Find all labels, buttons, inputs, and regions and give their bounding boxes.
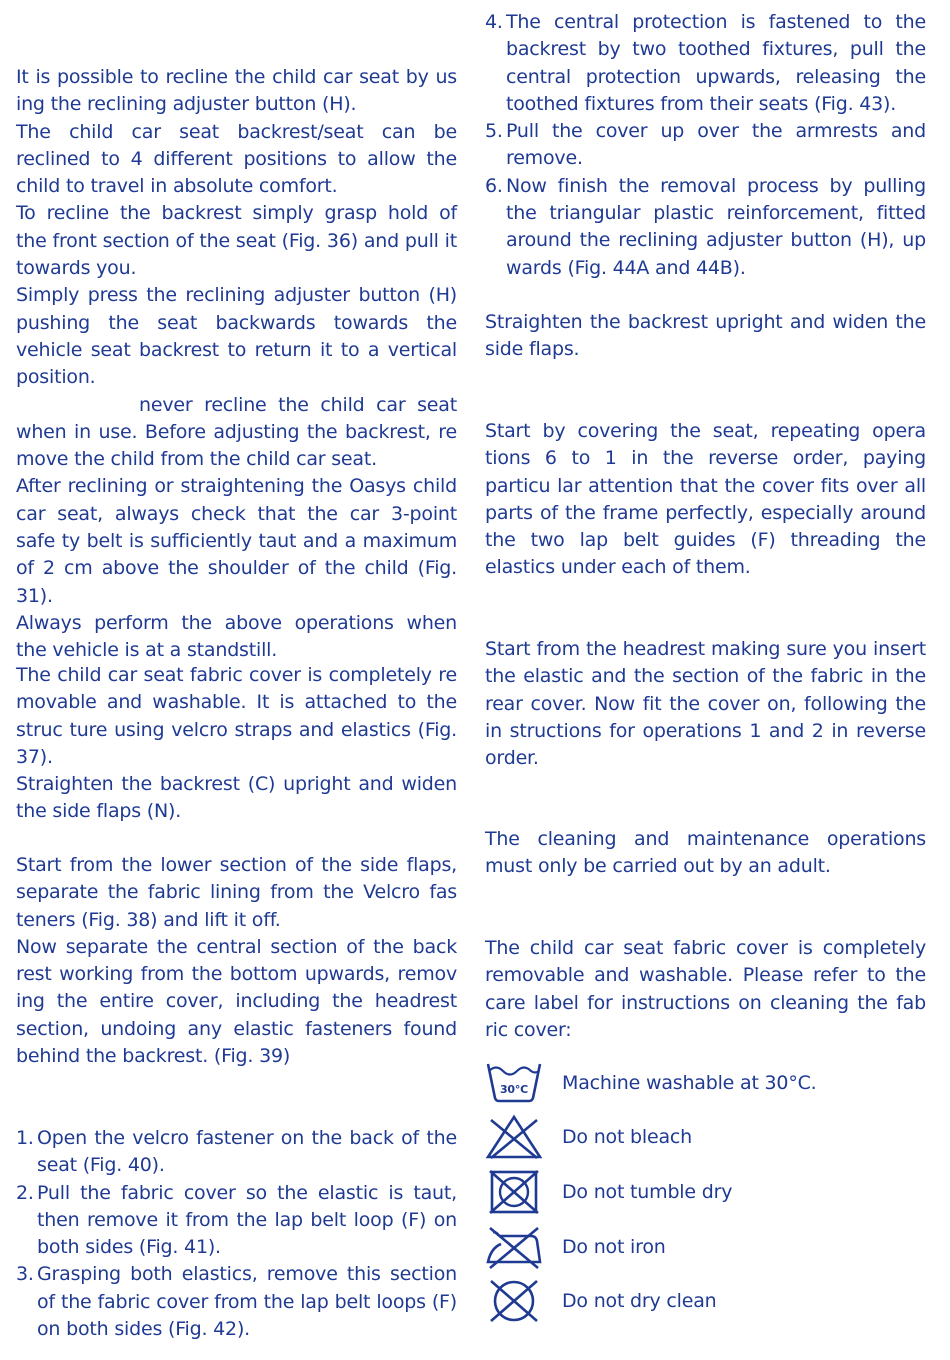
recline-return: Simply press the reclining adjuster button (H) pushing the seat backwards towards the vehicle seat backrest to return it to a vertical position. bbox=[16, 284, 457, 389]
refit-seat: Start by covering the seat, repeating opera tions 6 to 1 in the reverse order, paying particu lar attention that the cover fits over all parts of the frame perfectly, especially around the two lap belt guides (F) threading the elastics under each of them. bbox=[485, 420, 926, 579]
step-item bbox=[16, 1180, 457, 1262]
care-row bbox=[485, 1222, 926, 1274]
steps-left bbox=[16, 1125, 457, 1343]
cover-intro: The child car seat fabric cover is completely re movable and washable. It is attached to the struc ture using velcro straps and elastics (Fig. 37). bbox=[16, 664, 457, 768]
steps-right bbox=[485, 9, 926, 282]
cleaning-adult: The cleaning and maintenance operations must only be carried out by an adult. bbox=[485, 828, 926, 878]
step-number: 2. bbox=[16, 1181, 34, 1204]
wash-temp: 30°C bbox=[499, 1083, 529, 1096]
care-label: Machine washable at 30°C. bbox=[562, 1072, 817, 1094]
recline-warning: never recline the child car seat when in use. Before adjusting the backrest, re move the child from the child car seat. bbox=[16, 393, 457, 471]
refit-headrest: Start from the headrest making sure you insert the elastic and the section of the fabric in the rear cover. Now fit the cover on, following the in structions for operations 1 and 2 in reverse order. bbox=[485, 638, 926, 770]
removal-side-flaps: Start from the lower section of the side flaps, separate the fabric lining from the Velcro fas teners (Fig. 38) and lift it off. bbox=[16, 854, 457, 931]
step-item bbox=[16, 1125, 457, 1180]
step-text: The central protection is fastened to the backrest by two toothed fixtures, pull the central protection upwards, releasing the toothed fixtures from their seats (Fig. 43). bbox=[506, 11, 926, 115]
recline-standstill: Always perform the above operations when the vehicle is at a standstill. bbox=[16, 611, 457, 662]
removal-central: Now separate the central section of the back rest working from the bottom upwards, remov ing the entire cover, including the headrest section, undoing any elastic fasteners found behind the backrest. (Fig. 39) bbox=[16, 935, 457, 1068]
step-text: Grasping both elastics, remove this section of the fabric cover from the lap belt loops (F) on both sides (Fig. 42). bbox=[37, 1263, 457, 1341]
step-number: 6. bbox=[485, 174, 503, 197]
washable-intro: The child car seat fabric cover is completely removable and washable. Please refer to the care label for instructions on cleaning the fab ric cover: bbox=[485, 937, 926, 1041]
recline-intro: It is possible to recline the child car seat by us ing the reclining adjuster button (H). bbox=[16, 66, 457, 116]
no-tumble-dry-icon bbox=[485, 1169, 543, 1215]
care-label: Do not bleach bbox=[562, 1126, 693, 1148]
care-row bbox=[485, 1058, 926, 1110]
recline-check-belt: After reclining or straightening the Oasys child car seat, always check that the car 3-point safe ty belt is sufficiently taut and a maximum of 2 cm above the shoulder of the child (Fig. 31). bbox=[16, 475, 457, 607]
recline-how: To recline the backrest simply grasp hold of the front section of the seat (Fig. 36) and pull it towards you. bbox=[16, 202, 457, 280]
step-number: 1. bbox=[16, 1127, 34, 1149]
step-item bbox=[16, 1261, 457, 1343]
step-text: Now finish the removal process by pulling the triangular plastic reinforcement, fitted around the reclining adjuster button (H), up wards (Fig. 44A and 44B). bbox=[506, 174, 926, 279]
care-row bbox=[485, 1167, 926, 1219]
care-label: Do not tumble dry bbox=[562, 1181, 733, 1203]
step-number: 4. bbox=[485, 11, 503, 33]
step-text: Pull the fabric cover so the elastic is taut, then remove it from the lap belt loop (F) on both sides (Fig. 41). bbox=[37, 1181, 457, 1259]
care-row bbox=[485, 1276, 926, 1328]
recline-section bbox=[16, 64, 457, 665]
step-item bbox=[485, 173, 926, 282]
refit-straighten: Straighten the backrest upright and widen the side flaps. bbox=[485, 311, 926, 361]
step-number: 5. bbox=[485, 120, 503, 143]
care-label: Do not iron bbox=[562, 1236, 666, 1258]
wash-30-icon bbox=[485, 1060, 543, 1104]
care-row bbox=[485, 1112, 926, 1164]
cover-straighten: Straighten the backrest (C) upright and widen the side flaps (N). bbox=[16, 773, 457, 823]
no-bleach-icon bbox=[485, 1114, 543, 1160]
no-dry-clean-icon bbox=[485, 1278, 543, 1324]
step-text: Open the velcro fastener on the back of the seat (Fig. 40). bbox=[37, 1127, 457, 1177]
care-label: Do not dry clean bbox=[562, 1290, 717, 1312]
step-text: Pull the cover up over the armrests and remove. bbox=[506, 120, 926, 170]
step-item bbox=[485, 9, 926, 118]
step-item bbox=[485, 118, 926, 173]
removal-section bbox=[16, 852, 457, 1070]
recline-positions: The child car seat backrest/seat can be reclined to 4 different positions to allow the child to travel in absolute comfort. bbox=[16, 120, 457, 198]
cover-section bbox=[16, 662, 457, 826]
no-iron-icon bbox=[485, 1224, 543, 1270]
step-number: 3. bbox=[16, 1263, 34, 1286]
